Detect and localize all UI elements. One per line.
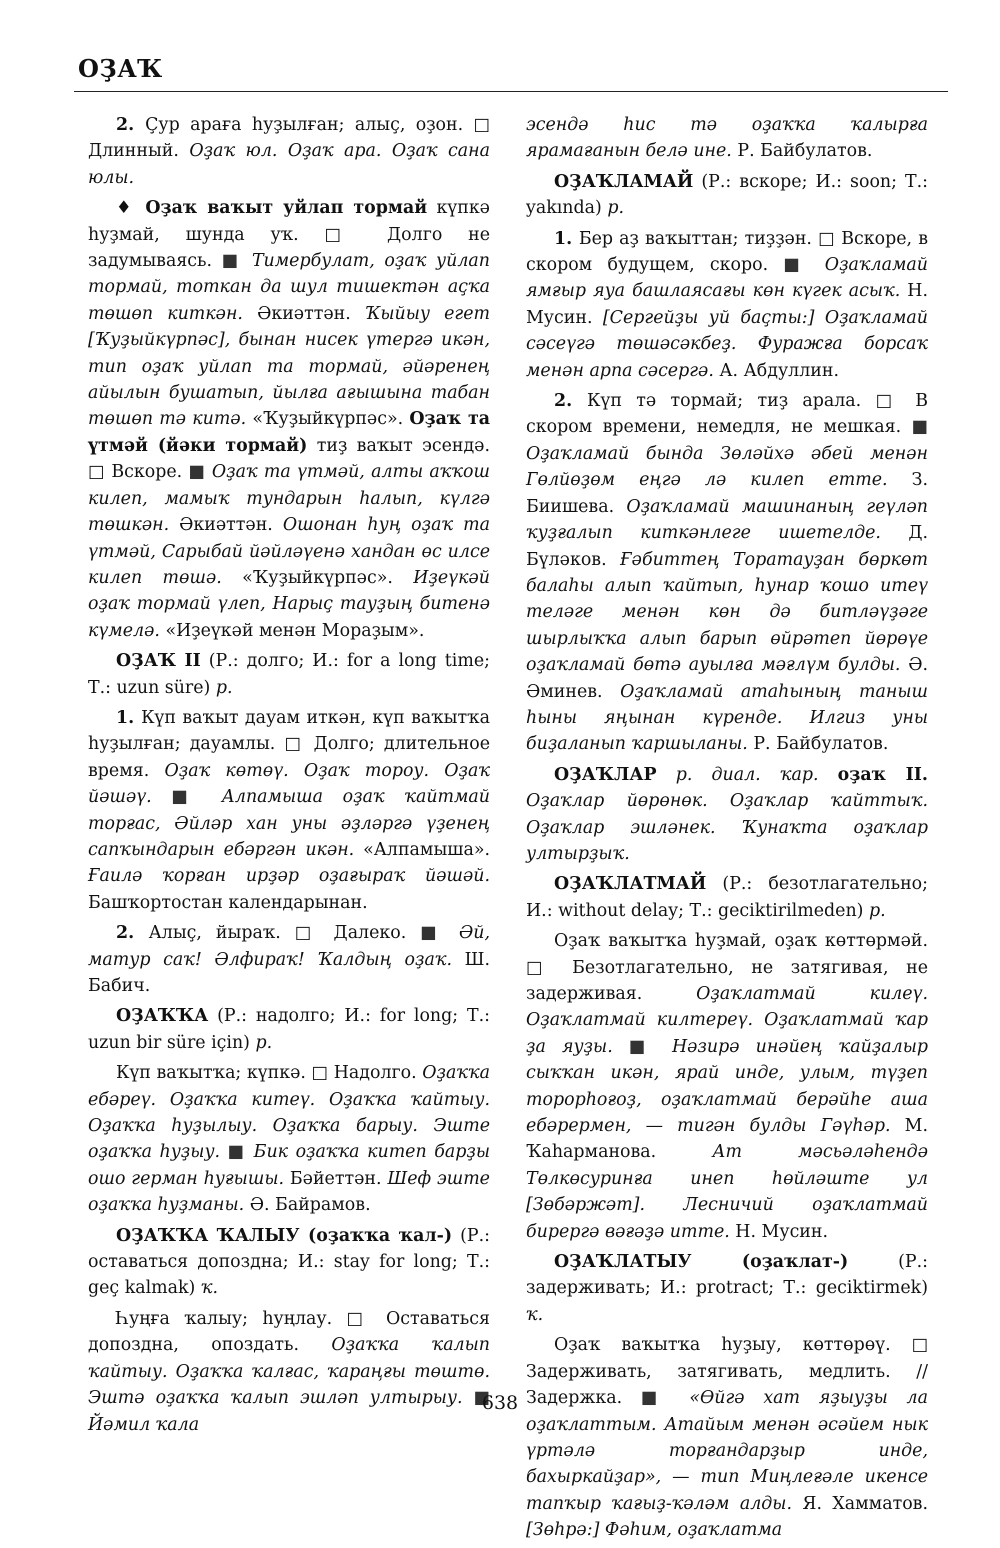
example-text: Оҙаҡлар йөрөнөк. Оҙаҡлар ҡайттыҡ. Оҙаҡлар эшләнек. Ҡунаҡта оҙаҡлар ултырҙыҡ. (526, 791, 928, 864)
definition-text: Надолго. (328, 1063, 423, 1084)
definition-text: Ш. Бабич. (88, 949, 490, 996)
dictionary-paragraph (526, 388, 928, 758)
headword-text: ОҘАҠЛАТМАЙ (554, 874, 707, 895)
example-text: Йәмил ҡала (88, 1414, 200, 1435)
definition-text: «Алпамыша». (354, 839, 491, 860)
black-square-icon (420, 923, 445, 943)
headword-text: 2. (116, 923, 149, 944)
example-text: Бик оҙаҡҡа китеп барҙы ошо герман һуғышы. (88, 1142, 490, 1189)
definition-text: Н. Мусин. (729, 1221, 829, 1242)
example-text: р. (868, 900, 886, 921)
headword-text: оҙаҡ II. (837, 764, 928, 785)
example-text: Ғәбиттең Торатауҙан бөркөт балаһы алып ҡайтып, һунар ҡошо итеү теләге менән көн дә битләүҙәге шырлыҡҡа алып барып өйрәтеп йөрөүе оҙаҡламай бөтә ауылға мәғлүм булды. (526, 549, 928, 676)
example-text: Оҙаҡ көтөү. Оҙаҡ тороу. Оҙаҡ йәшәү. (88, 760, 490, 808)
definition-text: «Ҡуҙыйкүрпәс». (246, 409, 410, 430)
example-text: Оҙаҡ та үтмәй, алты аҡҡош килеп, мамыҡ тундарын һалып, күлгә төшкән. (88, 462, 490, 536)
white-square-icon (284, 734, 304, 754)
dictionary-paragraph (88, 648, 490, 701)
example-text: Иҙеүкәй оҙаҡ тормай үлеп, Нарыҫ тауҙың битенә күмелә. (88, 567, 490, 641)
example-text: р. (215, 677, 233, 698)
black-square-icon (228, 1142, 246, 1162)
white-square-icon (346, 1309, 371, 1329)
dictionary-paragraph (526, 762, 928, 868)
definition-text: Һуңға ҡалыу; һуңлау. (116, 1308, 347, 1329)
example-text: Ғаилә ҡорған ирҙәр оҙағыраҡ йәшәй. (88, 866, 490, 887)
example-text: Ошонан һуң оҙаҡ та үтмәй, Сарыбай йәйләүенә хандан өс илсе килеп төшә. (88, 515, 490, 588)
definition-text: тиҙ ваҡыт эсендә. (307, 435, 490, 456)
white-square-icon (295, 923, 320, 943)
definition-text: Оҙаҡ ваҡытҡа һуҙыу, көттөрөү. (554, 1335, 912, 1356)
definition-text: «Иҙеүкәй менән Мораҙым». (159, 620, 425, 641)
definition-text: З. Биишева. (526, 470, 928, 517)
dictionary-paragraph (526, 1249, 928, 1328)
white-square-icon (876, 391, 901, 411)
white-square-icon (526, 958, 555, 978)
definition-text: В скором времени, немедля, не мешкая. (526, 391, 928, 438)
page-title: ОҘАҠ (78, 54, 163, 83)
dictionary-paragraph (526, 1332, 928, 1543)
dictionary-paragraph (88, 112, 490, 191)
headword-text: ОҘАҠЛАР (554, 764, 657, 785)
definition-text: Д. Бүләков. (526, 523, 928, 570)
definition-text: Длинный. (88, 141, 190, 162)
definition-text: Долго; длительное время. (88, 734, 491, 781)
definition-text: М. Ҡаһарманова. (526, 1116, 928, 1163)
definition-text: Әкиәттән. (169, 515, 283, 536)
definition-text: (Р.: задерживать; И.: protract; Т.: geciktirmek) (526, 1252, 928, 1299)
definition-text: Вскоре, в скором будущем, скоро. (526, 228, 928, 276)
definition-text: Р. Байбулатов. (731, 141, 873, 162)
black-square-icon (188, 462, 205, 482)
example-text: Оҙаҡламай бында Зөләйхә әбей менән Гөлйөҙөм еңгә лә килеп етте. (526, 443, 928, 491)
example-text: [Сергейҙы уй баҫты:] Оҙаҡламай сәсеүгә төшәсәкбеҙ. Фуражға борсаҡ менән арпа сәсергә. (526, 307, 928, 381)
header-rule (74, 91, 948, 92)
headword-text: ОҘАҠ II (116, 651, 201, 672)
dictionary-paragraph (88, 1223, 490, 1302)
white-square-icon (912, 1335, 928, 1355)
definition-text: Әкиәттән. (242, 303, 365, 324)
white-square-icon (818, 229, 835, 249)
example-text: Оҙаҡламай атаһының таныш һыны яңынан күренде. Илгиз уны биҙаланып ҡаршыланы. (526, 681, 929, 755)
dictionary-paragraph (526, 112, 928, 165)
left-column (88, 112, 490, 1442)
example-text: Алпамыша оҙаҡ ҡайтмай торғас, Әйләр хан уны әҙләргә үҙенең сапҡындарын ебәргән икән. (88, 787, 490, 860)
headword-text: 2. (116, 115, 146, 135)
dictionary-paragraph (88, 1060, 490, 1218)
white-square-icon (88, 462, 105, 482)
definition-text: (Р.: оставаться допоздна; И.: stay for long; Т.: geç kalmak) (88, 1225, 490, 1299)
example-text: ҡ. (200, 1278, 219, 1299)
diamond-icon (116, 198, 135, 218)
definition-text: Күп ваҡытҡа; күпкә. (116, 1063, 312, 1084)
example-text: р. диал. ҡар. (656, 764, 838, 785)
definition-text: «Ҡуҙыйкүрпәс». (221, 567, 414, 588)
example-text: Нәзирә инәйең ҡайҙалыр сыҡҡан икән, ярай инде, улым, түҙеп торорһоғоҙ, оҙаҡлатмай берәйһе аша ебәрермен, — тигән булды Гәүһәр. (526, 1036, 928, 1137)
definition-text: Вскоре. (105, 462, 189, 483)
example-text: Әй, матур саҡ! Әлфираҡ! Ҡалдың оҙаҡ. (88, 923, 490, 970)
definition-text: Ә. Әминев. (526, 655, 928, 702)
dictionary-paragraph (88, 1003, 490, 1056)
dictionary-paragraph (526, 169, 928, 222)
definition-text: Ҫур араға һуҙылған; алыҫ, оҙон. (145, 115, 474, 135)
black-square-icon (222, 251, 243, 271)
definition-text: (Р.: надолго; И.: for long; Т.: uzun bir süre için) (88, 1006, 490, 1053)
definition-text: (Р.: вскоре; И.: soon; Т.: yakında) (526, 171, 928, 219)
headword-text: ОҘАҠҠА ҠАЛЫУ (оҙаҡҡа ҡал-) (116, 1225, 453, 1246)
definition-text: Долго не задумываясь. (88, 224, 490, 272)
definition-text: Башҡортостан календарынан. (88, 892, 368, 913)
headword-text: 1. (116, 707, 142, 728)
dictionary-paragraph (526, 871, 928, 924)
example-text: Оҙаҡ юл. Оҙаҡ ара. Оҙаҡ сана юлы. (88, 141, 490, 188)
example-text: Оҙаҡламай ямғыр яуа башлаясағы көн күгек асыҡ. (526, 255, 928, 302)
headword-text: Оҙаҡ ваҡыт уйлап тормай (135, 198, 428, 219)
headword-text: Оҙаҡ та үтмәй (йәки тормай) (88, 409, 490, 456)
example-text: Шеф эште оҙаҡҡа һуҙманы. (88, 1168, 490, 1216)
black-square-icon (171, 787, 202, 807)
example-text: Оҙаҡлатмай килеү. Оҙаҡлатмай килтереү. Оҙаҡлатмай ҡар ҙа яуҙы. (526, 984, 928, 1057)
dictionary-paragraph (88, 195, 490, 644)
definition-text: Күп ваҡыт дауам иткән, күп ваҡытҡа һуҙылған; дауамлы. (88, 707, 490, 755)
definition-text: Бер аҙ ваҡыттан; тиҙҙән. (578, 228, 819, 249)
example-text: Оҙаҡҡа ҡалып ҡайтыу. Оҙаҡҡа ҡалғас, ҡараңғы төштө. Эштә оҙаҡҡа ҡалып эшләп ултырыу. (88, 1335, 490, 1409)
dictionary-paragraph (88, 705, 490, 916)
white-square-icon (325, 225, 362, 245)
example-text: р. (607, 198, 624, 219)
white-square-icon (474, 115, 490, 135)
example-text: ҡ. (526, 1304, 544, 1325)
page-number: 638 (481, 1392, 519, 1414)
white-square-icon (312, 1063, 329, 1083)
definition-text: (Р.: долго; И.: for a long time; Т.: uzun süre) (88, 651, 490, 698)
headword-text: 2. (554, 391, 588, 412)
definition-text: Оҙаҡ ваҡытҡа һуҙмай, оҙаҡ көттөрмәй. (554, 931, 928, 952)
dictionary-paragraph (88, 920, 490, 999)
definition-text: Я. Хамматов. (792, 1493, 928, 1514)
example-text: Оҙаҡҡа ебәреү. Оҙаҡҡа китеү. Оҙаҡҡа ҡайтыу. Оҙаҡҡа һуҙылыу. Оҙаҡҡа барыу. Эште оҙаҡҡа һуҙыу. (88, 1063, 490, 1163)
definition-text: күпкә һуҙмай, шунда уҡ. (88, 198, 490, 245)
definition-text: Р. Байбулатов. (747, 734, 889, 755)
headword-text: ОҘАҠҠА (116, 1006, 209, 1027)
definition-text: (Р.: безотлагательно; И.: without delay; Т.: geciktirilmeden) (526, 874, 928, 921)
definition-text: Ә. Байрамов. (244, 1195, 371, 1216)
headword-text: 1. (554, 228, 579, 249)
definition-text: Задерживать, затягивать, медлить. // Задержка. (526, 1361, 928, 1409)
definition-text: Алыҫ, йыраҡ. (148, 923, 295, 944)
headword-text: ОҘАҠЛАМАЙ (554, 171, 694, 192)
right-column (526, 112, 928, 1548)
example-text: Ҡыйыу егет [Ҡуҙыйкүрпәс], бынан нисек үтергә икән, тип оҙаҡ уйлап та тормай, әйәренең айылын бушатып, йылға ағышына табан төшөп тә китә. (88, 303, 490, 430)
example-text: р. (255, 1032, 273, 1053)
definition-text: А. Абдуллин. (713, 360, 839, 381)
definition-text: Күп тә тормай; тиҙ арала. (587, 391, 876, 412)
dictionary-paragraph (526, 928, 928, 1245)
black-square-icon (629, 1037, 656, 1057)
definition-text: Бәйеттән. (284, 1168, 388, 1189)
example-text: эсендә һис тә оҙаҡҡа ҡалырға ярамағанын белә ине. (526, 115, 928, 162)
dictionary-paragraph (526, 226, 928, 384)
definition-text: Далеко. (319, 923, 421, 944)
headword-text: ОҘАҠЛАТЫУ (оҙаҡлат-) (554, 1252, 849, 1273)
definition-text: Безотлагательно, не затягивая, не задерживая. (526, 957, 928, 1004)
dictionary-paragraph (88, 1306, 490, 1438)
black-square-icon (912, 417, 928, 437)
example-text: Тимербулат, оҙаҡ уйлап тормай, тоткан да шул тишектән аҫҡа төшөп киткән. (88, 251, 490, 324)
black-square-icon (783, 255, 809, 275)
example-text: «Өйгә хат яҙыуҙы ла оҙаҡлаттым. Атайым менән әсәйем нык үртәлә торғандарҙыр инде, бахыркайҙар», — тип Миңлеғәле икенсе тапҡыр ҡағыҙ-ҡәләм алды. (526, 1388, 928, 1514)
example-text: Оҙаҡламай машинаның геүләп ҡуҙғалып киткәнлеге ишетелде. (526, 496, 929, 544)
example-text: [Зөһрә:] Фәһим, оҙаҡлатма (526, 1520, 783, 1541)
example-text: Ат мәсьәләһендә Төлкөсуринға инеп һөйләште ул [Зөбәржәт]. Лесничий оҙаҡлатмай бирергә вәғәҙә итте. (526, 1142, 929, 1242)
definition-text: Н. Мусин. (526, 281, 928, 328)
definition-text: Оставаться допоздна, опоздать. (88, 1308, 490, 1356)
